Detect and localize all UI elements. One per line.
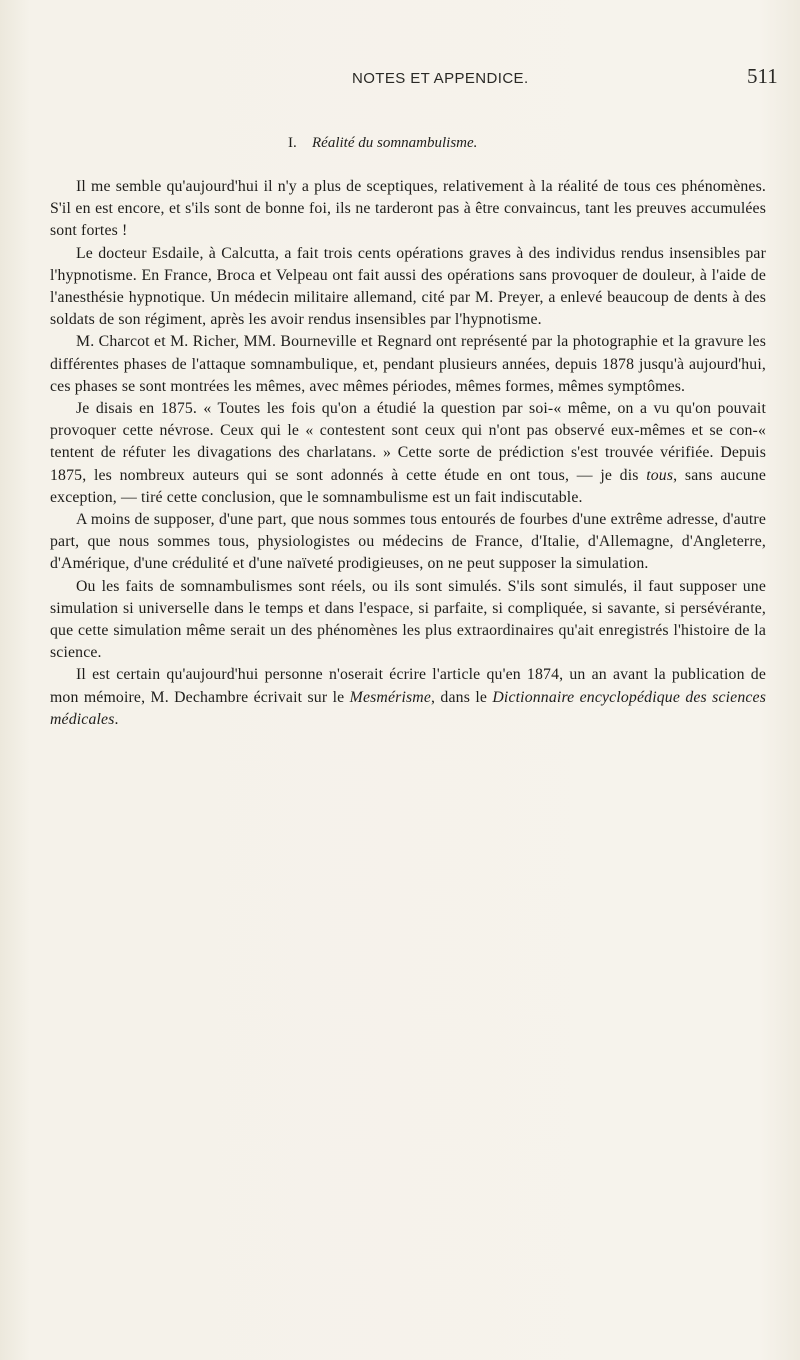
- running-title: NOTES ET APPENDICE.: [352, 70, 529, 87]
- paragraph-2: Le docteur Esdaile, à Calcutta, a fait trois cents opérations graves à des individus rendus insensibles par l'hypnotisme. En France, Broca et Velpeau ont fait aussi des opérations sans provoquer de douleur, à l'aide de l'anesthésie hypnotique. Un médecin militaire allemand, cité par M. Preyer, a enlevé beaucoup de dents à des soldats de son régiment, après les avoir rendus insensibles par l'hypnotisme.: [50, 244, 766, 329]
- section-number: I.: [288, 135, 297, 151]
- page-header: [0, 62, 800, 92]
- paragraph-7-part-b: , dans le: [431, 688, 488, 706]
- paragraph-7-part-c: .: [114, 710, 119, 728]
- paragraph-4-emphasis: tous: [646, 466, 674, 484]
- paragraph-7-work-dictionnaire: Dictionnaire encyclopédique des sciences médicales: [50, 688, 766, 728]
- body-text: [50, 176, 766, 731]
- paragraph-7: [50, 664, 766, 731]
- paragraph-7-work-mesmerisme: Mesmérisme: [349, 688, 431, 706]
- paragraph-1: Il me semble qu'aujourd'hui il n'y a plus de sceptiques, relativement à la réalité de tous ces phénomènes. S'il en est encore, et s'ils sont de bonne foi, ils ne tarderont pas à être convaincus, tant les preuves accumulées sont fortes !: [50, 178, 766, 240]
- page-number: 511: [747, 64, 778, 88]
- paragraph-3: M. Charcot et M. Richer, MM. Bourneville et Regnard ont représenté par la photographie et la gravure les différentes phases de l'attaque somnambulique, et, pendant plusieurs années, depuis 1878 jusqu'à aujourd'hui, ces phases se sont montrées les mêmes, avec mêmes périodes, mêmes formes, mêmes symptômes.: [50, 333, 766, 395]
- paragraph-6: Ou les faits de somnambulismes sont réels, ou ils sont simulés. S'ils sont simulés, il faut supposer une simulation si universelle dans le temps et dans l'espace, si parfaite, si compliquée, si savante, si persévérante, que cette simulation même serait un des phénomènes les plus extraordinaires qu'ait enregistrés l'histoire de la science.: [50, 577, 766, 662]
- section-title: Réalité du somnambulisme.: [312, 135, 478, 151]
- paragraph-4-part-a: Je disais en 1875. « Toutes les fois qu'on a étudié la question par soi-« même, on a vu qu'on pouvait provoquer cette névrose. Ceux qui le « contestent sont ceux qui n'ont pas observé eux-mêmes et se con-« tentent de réfuter les divagations des charlatans. » Cette sorte de prédiction s'est trouvée vérifiée. Depuis 1875, les nombreux auteurs qui se sont adonnés à cette étude en ont tous, — je dis: [50, 400, 766, 484]
- paragraph-4-part-b: , sans aucune exception, — tiré cette conclusion, que le somnambulisme est un fait indiscutable.: [50, 466, 766, 506]
- paragraph-5: A moins de supposer, d'une part, que nous sommes tous entourés de fourbes d'une extrême adresse, d'autre part, que nous sommes tous, physiologistes ou médecins de France, d'Italie, d'Allemagne, d'Angleterre, d'Amérique, d'une crédulité et d'une naïveté prodigieuses, on ne peut supposer la simulation.: [50, 511, 766, 573]
- paragraph-7-part-a: Il est certain qu'aujourd'hui personne n'oserait écrire l'article qu'en 1874, un an avant la publication de mon mémoire, M. Dechambre écrivait sur le: [50, 666, 766, 706]
- paragraph-4: [50, 398, 766, 509]
